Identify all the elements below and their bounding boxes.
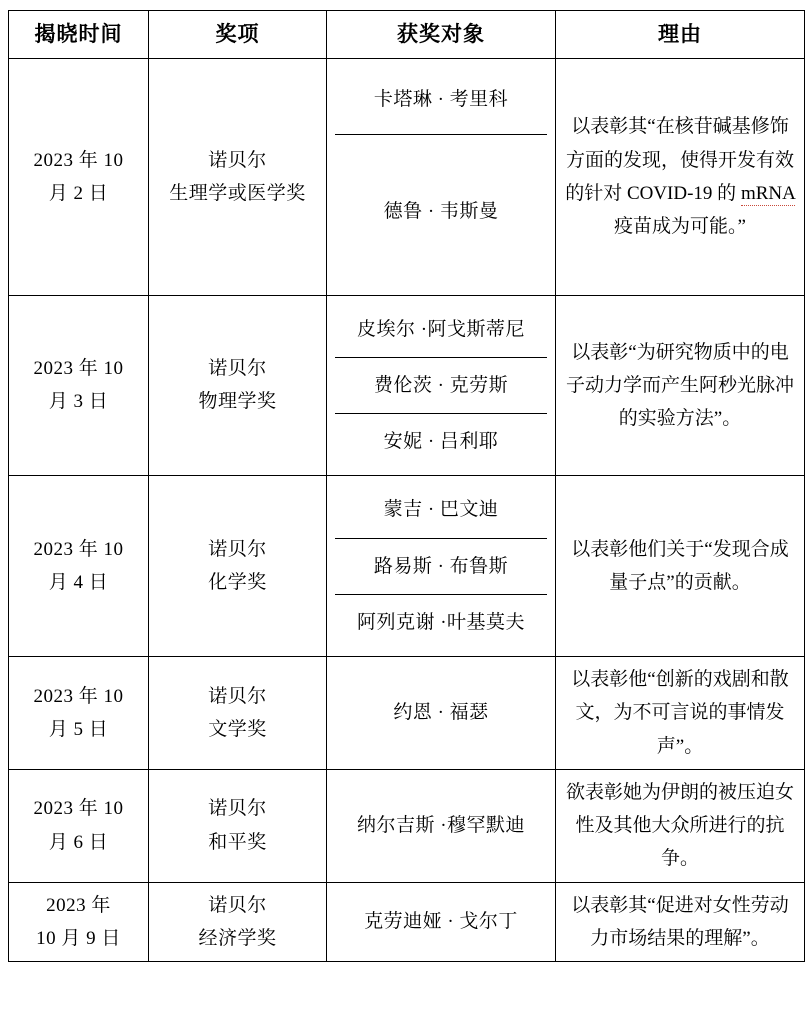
date-line-2: 月 5 日 <box>48 718 109 740</box>
prize-line-2: 物理学奖 <box>198 391 277 413</box>
reason-text: 以表彰其“促进对女性劳动力市场结果的理解”。 <box>571 894 789 949</box>
cell-date <box>9 59 149 296</box>
date-line-2: 月 4 日 <box>48 572 109 594</box>
cell-prize <box>149 882 327 962</box>
cell-reason <box>556 657 805 770</box>
reason-text: 以表彰其“在核苷碱基修饰方面的发现，使得开发有效的针对 COVID-19 的 mRNA 疫苗成为可能。” <box>565 116 795 237</box>
cell-winners <box>327 769 556 882</box>
list-item: 约恩 · 福瑟 <box>393 702 489 724</box>
date-line-1: 2023 年 10 <box>33 685 124 707</box>
table-row <box>9 295 805 476</box>
date-line-2: 10 月 9 日 <box>36 927 121 949</box>
list-item: 安妮 · 吕利耶 <box>335 413 547 469</box>
winner-list <box>335 482 547 650</box>
cell-winners <box>327 476 556 657</box>
reason-text: 以表彰他“创新的戏剧和散文，为不可言说的事情发声”。 <box>571 669 789 757</box>
list-item: 路易斯 · 布鲁斯 <box>335 538 547 594</box>
date-line-2: 月 2 日 <box>48 182 109 204</box>
table-row <box>9 59 805 296</box>
cell-reason <box>556 476 805 657</box>
column-header-reason: 理由 <box>556 11 805 59</box>
cell-winners <box>327 882 556 962</box>
prize-line-1: 诺贝尔 <box>208 358 267 380</box>
cell-winners <box>327 295 556 476</box>
date-line-1: 2023 年 <box>46 894 111 916</box>
prize-line-1: 诺贝尔 <box>208 894 267 916</box>
list-item: 卡塔琳 · 考里科 <box>373 89 509 110</box>
prize-line-1: 诺贝尔 <box>208 685 267 707</box>
prize-line-2: 经济学奖 <box>198 927 277 949</box>
winner-list <box>335 65 547 289</box>
table-row <box>9 769 805 882</box>
date-line-2: 月 6 日 <box>48 831 109 853</box>
cell-prize <box>149 295 327 476</box>
cell-prize <box>149 59 327 296</box>
cell-winners <box>327 657 556 770</box>
date-line-1: 2023 年 10 <box>33 358 124 380</box>
date-line-1: 2023 年 10 <box>33 798 124 820</box>
date-line-1: 2023 年 10 <box>33 538 124 560</box>
list-item: 费伦茨 · 克劳斯 <box>335 357 547 413</box>
prize-line-1: 诺贝尔 <box>208 798 267 820</box>
prize-line-2: 生理学或医学奖 <box>169 182 306 204</box>
reason-text: 以表彰他们关于“发现合成量子点”的贡献。 <box>571 538 789 594</box>
list-item: 蒙吉 · 巴文迪 <box>383 499 499 521</box>
table-row <box>9 882 805 962</box>
column-header-date: 揭晓时间 <box>9 11 149 59</box>
list-item: 皮埃尔 ·阿戈斯蒂尼 <box>356 318 526 340</box>
cell-prize <box>149 657 327 770</box>
prize-line-2: 和平奖 <box>208 831 267 853</box>
winner-list <box>335 302 547 470</box>
list-item: 纳尔吉斯 ·穆罕默迪 <box>356 815 526 836</box>
cell-reason <box>556 882 805 962</box>
reason-text: 欲表彰她为伊朗的被压迫女性及其他大众所进行的抗争。 <box>565 781 794 870</box>
list-item: 克劳迪娅 · 戈尔丁 <box>364 911 518 933</box>
column-header-winner: 获奖对象 <box>327 11 556 59</box>
prize-line-2: 化学奖 <box>208 572 267 594</box>
cell-date <box>9 476 149 657</box>
table-body <box>9 59 805 962</box>
date-line-2: 月 3 日 <box>48 391 109 413</box>
cell-date <box>9 295 149 476</box>
cell-prize <box>149 476 327 657</box>
cell-reason <box>556 295 805 476</box>
cell-date <box>9 657 149 770</box>
column-header-prize: 奖项 <box>149 11 327 59</box>
cell-reason <box>556 769 805 882</box>
prize-line-2: 文学奖 <box>208 718 267 740</box>
reason-underlined-term: mRNA <box>740 182 795 204</box>
cell-reason <box>556 59 805 296</box>
table-header <box>9 11 805 59</box>
list-item: 德鲁 · 韦斯曼 <box>335 134 547 288</box>
list-item: 阿列克谢 ·叶基莫夫 <box>335 594 547 650</box>
cell-date <box>9 882 149 962</box>
prize-line-1: 诺贝尔 <box>208 149 267 171</box>
nobel-prize-table <box>8 10 805 962</box>
table-row <box>9 657 805 770</box>
cell-winners <box>327 59 556 296</box>
reason-text: 以表彰“为研究物质中的电子动力学而产生阿秒光脉冲的实验方法”。 <box>565 341 794 429</box>
prize-line-1: 诺贝尔 <box>208 538 267 560</box>
cell-date <box>9 769 149 882</box>
table-header-row <box>9 11 805 59</box>
date-line-1: 2023 年 10 <box>33 149 124 171</box>
cell-prize <box>149 769 327 882</box>
table-row <box>9 476 805 657</box>
